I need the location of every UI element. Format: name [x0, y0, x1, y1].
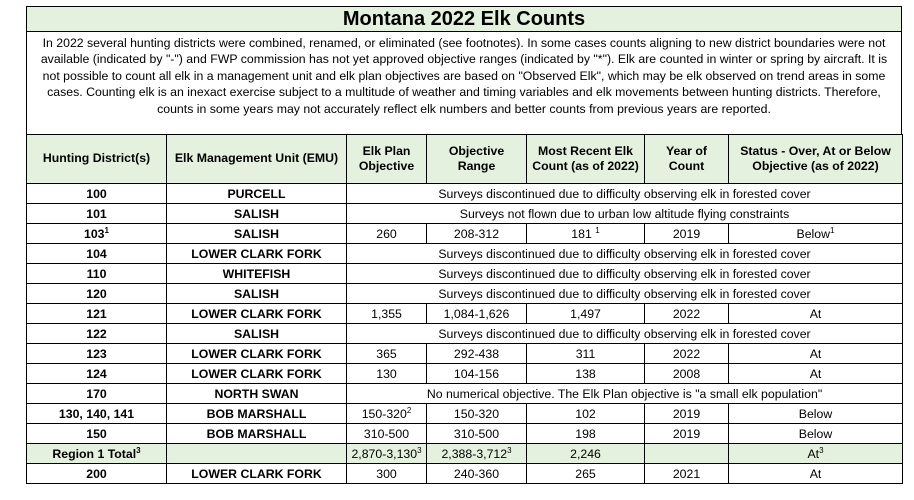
year-cell: 2022	[645, 304, 729, 324]
footnote-marker: 3	[819, 445, 824, 455]
col-header-elk-count: Most Recent Elk Count (as of 2022)	[527, 135, 645, 184]
objective-range-cell: 240-360	[427, 464, 527, 484]
footnote-marker: 2	[406, 405, 412, 415]
table-row	[27, 284, 903, 304]
elk-count-value: 181	[571, 226, 592, 241]
footnote-marker: 1	[595, 225, 600, 235]
col-header-objective-range: Objective Range	[427, 135, 527, 184]
emu-cell: SALISH	[167, 224, 347, 244]
elk-count-cell: 265	[527, 464, 645, 484]
table-row	[27, 364, 903, 384]
elk-count-cell	[527, 224, 645, 244]
objective-range-cell: 150-320	[427, 404, 527, 424]
status-cell: At	[729, 344, 903, 364]
district-cell: 121	[27, 304, 167, 324]
emu-cell: SALISH	[167, 324, 347, 344]
status-cell: At	[729, 304, 903, 324]
emu-cell: LOWER CLARK FORK	[167, 344, 347, 364]
district-cell: 120	[27, 284, 167, 304]
survey-note-cell: Surveys discontinued due to difficulty observing elk in forested cover	[347, 264, 903, 284]
status-cell	[729, 224, 903, 244]
emu-cell: SALISH	[167, 204, 347, 224]
footnote-marker: 1	[830, 225, 835, 235]
footnote-marker: 3	[507, 445, 512, 455]
survey-note-cell: Surveys discontinued due to difficulty observing elk in forested cover	[347, 284, 903, 304]
year-cell	[645, 444, 729, 464]
table-row	[27, 304, 903, 324]
status-value: Below	[796, 226, 831, 241]
col-header-year: Year of Count	[645, 135, 729, 184]
plan-objective-cell: 310-500	[347, 424, 427, 444]
plan-objective-cell: 130	[347, 364, 427, 384]
table-row	[27, 204, 903, 224]
elk-count-cell: 138	[527, 364, 645, 384]
emu-cell: LOWER CLARK FORK	[167, 244, 347, 264]
table-row	[27, 424, 903, 444]
district-cell: 101	[27, 204, 167, 224]
district-cell: 124	[27, 364, 167, 384]
district-cell: 100	[27, 184, 167, 204]
district-cell	[27, 224, 167, 244]
survey-note-cell: Surveys discontinued due to difficulty observing elk in forested cover	[347, 184, 903, 204]
region-total-text: Region 1 Total	[52, 446, 137, 461]
emu-cell: WHITEFISH	[167, 264, 347, 284]
table-row	[27, 344, 903, 364]
plan-objective-cell	[347, 444, 427, 464]
table-row	[27, 404, 903, 424]
district-cell: 170	[27, 384, 167, 404]
emu-cell: PURCELL	[167, 184, 347, 204]
survey-note-cell: Surveys discontinued due to difficulty observing elk in forested cover	[347, 244, 903, 264]
survey-note-cell: Surveys not flown due to urban low altitude flying constraints	[347, 204, 903, 224]
year-cell: 2019	[645, 424, 729, 444]
objective-range-cell: 208-312	[427, 224, 527, 244]
elk-count-cell: 2,246	[527, 444, 645, 464]
objective-range-cell: 104-156	[427, 364, 527, 384]
district-cell: 123	[27, 344, 167, 364]
footnote-marker: 1	[104, 225, 109, 235]
page-title: Montana 2022 Elk Counts	[26, 6, 902, 32]
year-cell: 2019	[645, 224, 729, 244]
table-row	[27, 324, 903, 344]
emu-cell: LOWER CLARK FORK	[167, 304, 347, 324]
objective-range-cell: 1,084-1,626	[427, 304, 527, 324]
col-header-emu: Elk Management Unit (EMU)	[167, 135, 347, 184]
intro-paragraph: In 2022 several hunting districts were combined, renamed, or eliminated (see footnotes). In some cases counts aligning to new district boundaries were not available (indicated by "-") and FWP commission has not yet approved objective ranges (indicated by "*"). Elk are counted in winter or spring by aircraft. It is not possible to count all elk in a management unit and elk plan objectives are based on "Observed Elk", which may be elk observed on trend areas in some cases. Counting elk is an inexact exercise subject to a multitude of weather and timing variables and elk movements between hunting districts. Therefore, counts in some years may not accurately reflect elk numbers and better counts from previous years are reported.	[26, 32, 902, 134]
district-cell: 150	[27, 424, 167, 444]
region-total-row	[27, 444, 903, 464]
year-cell: 2008	[645, 364, 729, 384]
status-cell: Below	[729, 424, 903, 444]
plan-objective-cell: 300	[347, 464, 427, 484]
elk-count-cell: 1,497	[527, 304, 645, 324]
emu-cell: BOB MARSHALL	[167, 404, 347, 424]
objective-range-value: 2,388-3,712	[441, 446, 508, 461]
district-value: 103	[84, 226, 105, 241]
survey-note-cell: Surveys discontinued due to difficulty observing elk in forested cover	[347, 324, 903, 344]
emu-cell: LOWER CLARK FORK	[167, 464, 347, 484]
footnote-marker: 3	[136, 445, 141, 455]
plan-objective-value: 2,870-3,130	[351, 446, 418, 461]
emu-cell: BOB MARSHALL	[167, 424, 347, 444]
district-cell: 104	[27, 244, 167, 264]
table-row	[27, 384, 903, 404]
status-cell: At	[729, 364, 903, 384]
emu-cell: NORTH SWAN	[167, 384, 347, 404]
elk-counts-table	[26, 134, 903, 484]
year-cell: 2019	[645, 404, 729, 424]
region-total-label	[27, 444, 167, 464]
elk-count-cell: 102	[527, 404, 645, 424]
elk-count-cell: 311	[527, 344, 645, 364]
objective-range-cell	[427, 444, 527, 464]
status-value: At	[807, 446, 820, 461]
footnote-marker: 3	[417, 445, 422, 455]
table-row	[27, 244, 903, 264]
emu-cell: LOWER CLARK FORK	[167, 364, 347, 384]
table-row	[27, 184, 903, 204]
district-cell: 122	[27, 324, 167, 344]
table-row	[27, 264, 903, 284]
district-cell: 130, 140, 141	[27, 404, 167, 424]
survey-note-cell: No numerical objective. The Elk Plan objective is "a small elk population"	[347, 384, 903, 404]
status-cell	[729, 444, 903, 464]
year-cell: 2021	[645, 464, 729, 484]
emu-cell: SALISH	[167, 284, 347, 304]
district-cell: 110	[27, 264, 167, 284]
table-header-row	[27, 135, 903, 184]
table-row	[27, 224, 903, 244]
status-cell: At	[729, 464, 903, 484]
plan-objective-cell: 365	[347, 344, 427, 364]
table-row	[27, 464, 903, 484]
plan-objective-cell	[347, 404, 427, 424]
objective-range-cell: 310-500	[427, 424, 527, 444]
status-cell: Below	[729, 404, 903, 424]
col-header-plan-objective: Elk Plan Objective	[347, 135, 427, 184]
plan-objective-cell: 260	[347, 224, 427, 244]
district-cell: 200	[27, 464, 167, 484]
elk-counts-sheet	[26, 6, 902, 484]
objective-range-cell: 292-438	[427, 344, 527, 364]
emu-cell	[167, 444, 347, 464]
plan-objective-cell: 1,355	[347, 304, 427, 324]
plan-objective-value: 150-320	[361, 406, 407, 421]
year-cell: 2022	[645, 344, 729, 364]
col-header-status: Status - Over, At or Below Objective (as of 2022)	[729, 135, 903, 184]
col-header-district: Hunting District(s)	[27, 135, 167, 184]
elk-count-cell: 198	[527, 424, 645, 444]
